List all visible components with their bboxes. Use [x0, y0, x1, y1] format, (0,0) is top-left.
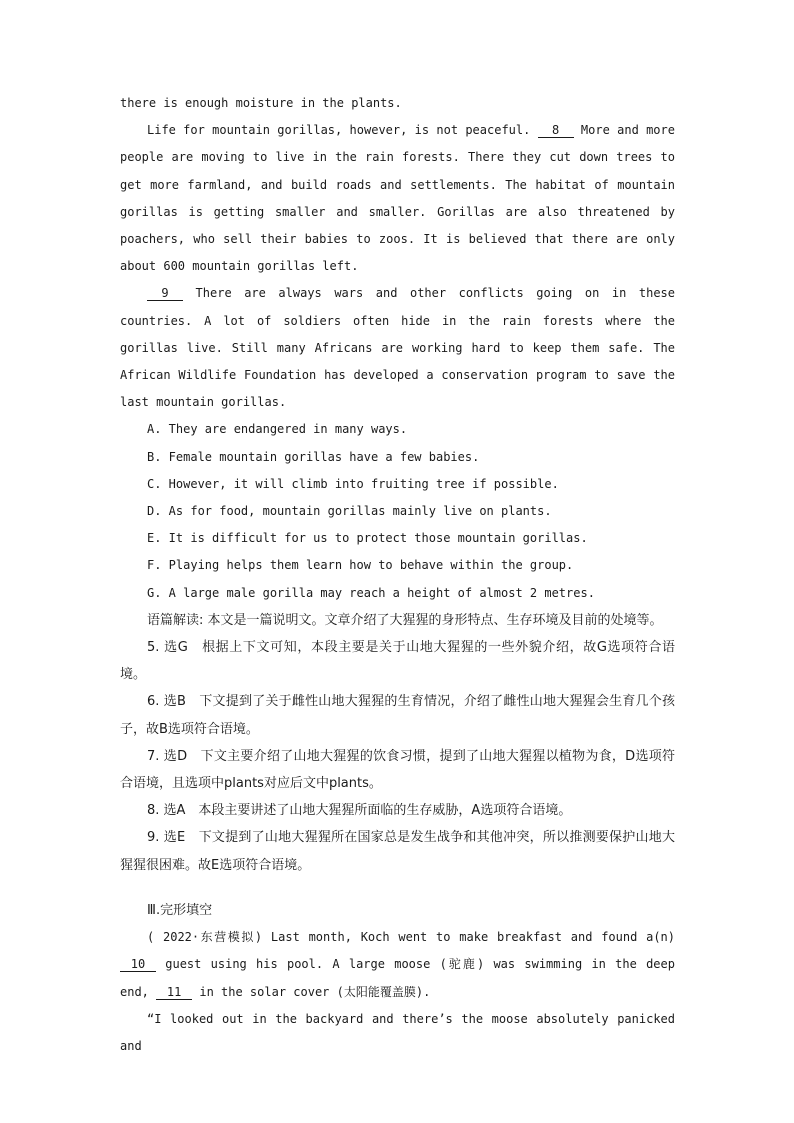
passage-intro-line: there is enough moisture in the plants.	[120, 96, 402, 110]
option-g: G. A large male gorilla may reach a height of almost 2 metres.	[147, 585, 595, 600]
analysis-7: 7. 选D 下文主要介绍了山地大猩猩的饮食习惯，提到了山地大猩猩以植物为食，D选项符合语境，且选项中plants对应后文中plants。	[120, 748, 675, 792]
analysis-summary: 语篇解读: 本文是一篇说明文。文章介绍了大猩猩的身形特点、生存环境及目前的处境等。	[147, 612, 663, 628]
analysis-section	[120, 607, 675, 879]
option-f: F. Playing helps them learn how to behave within the group.	[147, 558, 574, 573]
blank-8: 8	[538, 123, 574, 138]
cloze-p1-c: in the solar cover (太阳能覆盖膜).	[192, 984, 431, 999]
blank-9: 9	[147, 286, 183, 301]
option-e: E. It is difficult for us to protect those mountain gorillas.	[147, 531, 588, 546]
paragraph-life-post: More and more people are moving to live in the rain forests. There they cut down trees to get more farmland, and build roads and settlements. The habitat of mountain gorillas is getting smaller and smaller. Gorillas are also threatened by poachers, who sell their babies to zoos. It is believed that there are only about 600 mountain gorillas left.	[120, 123, 675, 274]
section-heading-cloze: Ⅲ.完形填空	[147, 902, 213, 918]
option-c: C. However, it will climb into fruiting tree if possible.	[147, 476, 559, 491]
cloze-paragraph-2: “I looked out in the backyard and there’s the moose absolutely panicked and	[120, 1011, 675, 1053]
paragraph-life-pre: Life for mountain gorillas, however, is not peaceful.	[147, 123, 538, 138]
option-d: D. As for food, mountain gorillas mainly live on plants.	[147, 504, 552, 519]
analysis-9: 9. 选E 下文提到了山地大猩猩所在国家总是发生战争和其他冲突，所以推测要保护山地大猩猩很困难。故E选项符合语境。	[120, 830, 675, 873]
blank-11: 11	[156, 985, 192, 1000]
cloze-p1-b: guest using his pool. A large moose (驼鹿) was swimming in the deep end,	[120, 957, 675, 999]
analysis-6: 6. 选B 下文提到了关于雌性山地大猩猩的生育情况，介绍了雌性山地大猩猩会生育几个孩子，故B选项符合语境。	[120, 694, 675, 737]
blank-10: 10	[120, 957, 156, 972]
analysis-8: 8. 选A 本段主要讲述了山地大猩猩所面临的生存威胁，A选项符合语境。	[147, 803, 572, 819]
section-gap	[120, 879, 675, 897]
paragraph-wars-post: There are always wars and other conflicts going on in these countries. A lot of soldiers often hide in the rain forests where the gorillas live. Still many Africans are working hard to keep them safe. The African Wildlife Foundation has developed a conservation program to save the last mountain gorillas.	[120, 286, 675, 410]
paragraph-wars	[120, 280, 675, 416]
analysis-5: 5. 选G 根据上下文可知，本段主要是关于山地大猩猩的一些外貌介绍，故G选项符合语境。	[120, 640, 675, 683]
paragraph-life	[120, 117, 675, 280]
option-b: B. Female mountain gorillas have a few babies.	[147, 449, 480, 464]
cloze-p1-a: ( 2022·东营模拟) Last month, Koch went to make breakfast and found a(n)	[147, 930, 675, 945]
cloze-paragraph-1	[120, 924, 675, 1006]
document-page	[120, 90, 675, 1060]
options-list	[120, 416, 675, 606]
option-a: A. They are endangered in many ways.	[147, 422, 408, 437]
